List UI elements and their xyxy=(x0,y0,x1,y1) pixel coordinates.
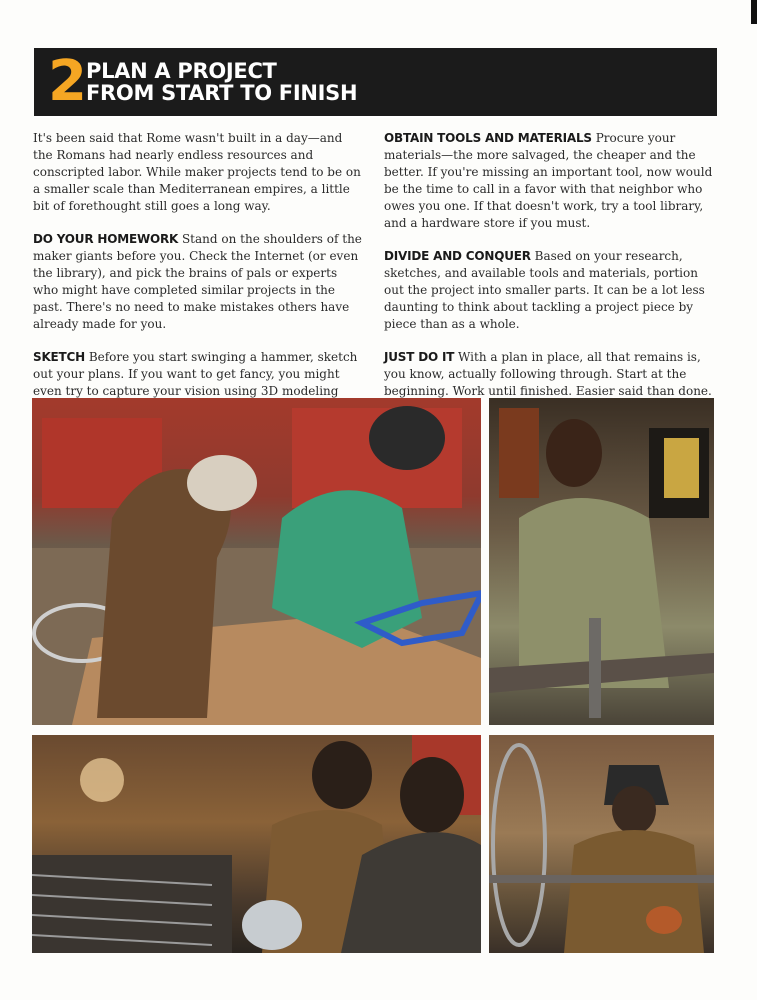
section-title-line1: PLAN A PROJECT xyxy=(86,59,277,83)
left-text-column xyxy=(33,130,363,433)
sketch-text: Before you start swinging a hammer, sketch out your plans. If you want to get fancy, you might even try to capture your vision using 3D modeling xyxy=(33,350,358,398)
section-title-line2: FROM START TO FINISH xyxy=(86,81,358,105)
tools-paragraph xyxy=(384,130,714,232)
divide-paragraph xyxy=(384,248,714,333)
tools-text: Procure your materials—the more salvaged, the cheaper and the better. If you're missing an important tool, now would be the time to call in a favor with that neighbor who owes you one. If that doesn't work, try a tool library, and a hardware store if you must. xyxy=(384,131,713,230)
sketch-heading: SKETCH xyxy=(33,350,85,364)
section-number: 2 xyxy=(48,49,87,114)
justdo-paragraph xyxy=(384,349,714,400)
photo-young-welders xyxy=(32,735,481,953)
homework-text: Stand on the shoulders of the maker giants before you. Check the Internet (or even the library), and pick the brains of pals or experts who might have completed similar projects in the past. There's no need to make mistakes others have already made for you. xyxy=(33,232,362,331)
divide-text: Based on your research, sketches, and available tools and materials, portion out the project into smaller parts. It can be a lot less daunting to think about tackling a project piece by piece than as a whole. xyxy=(384,249,705,331)
tools-heading: OBTAIN TOOLS AND MATERIALS xyxy=(384,131,592,145)
photo-welder-with-mask xyxy=(489,735,714,953)
homework-paragraph xyxy=(33,231,363,333)
page-edge-mark xyxy=(751,0,757,24)
photo-makers-sketching-bike-frame xyxy=(32,398,481,725)
intro-paragraph: It's been said that Rome wasn't built in a day—and the Romans had nearly endless resources and conscripted labor. While maker projects tend to be on a smaller scale than Mediterranean empires, a little bit of forethought still goes a long way. xyxy=(33,131,361,213)
right-text-column xyxy=(384,130,714,416)
section-banner xyxy=(34,48,717,118)
homework-heading: DO YOUR HOMEWORK xyxy=(33,232,179,246)
section-title xyxy=(86,60,357,104)
justdo-heading: JUST DO IT xyxy=(384,350,455,364)
photo-woman-at-workstand xyxy=(489,398,714,725)
divide-heading: DIVIDE AND CONQUER xyxy=(384,249,531,263)
justdo-text: With a plan in place, all that remains is, you know, actually following through. Start at the beginning. Work until finished. Easier said than done. xyxy=(384,350,712,398)
